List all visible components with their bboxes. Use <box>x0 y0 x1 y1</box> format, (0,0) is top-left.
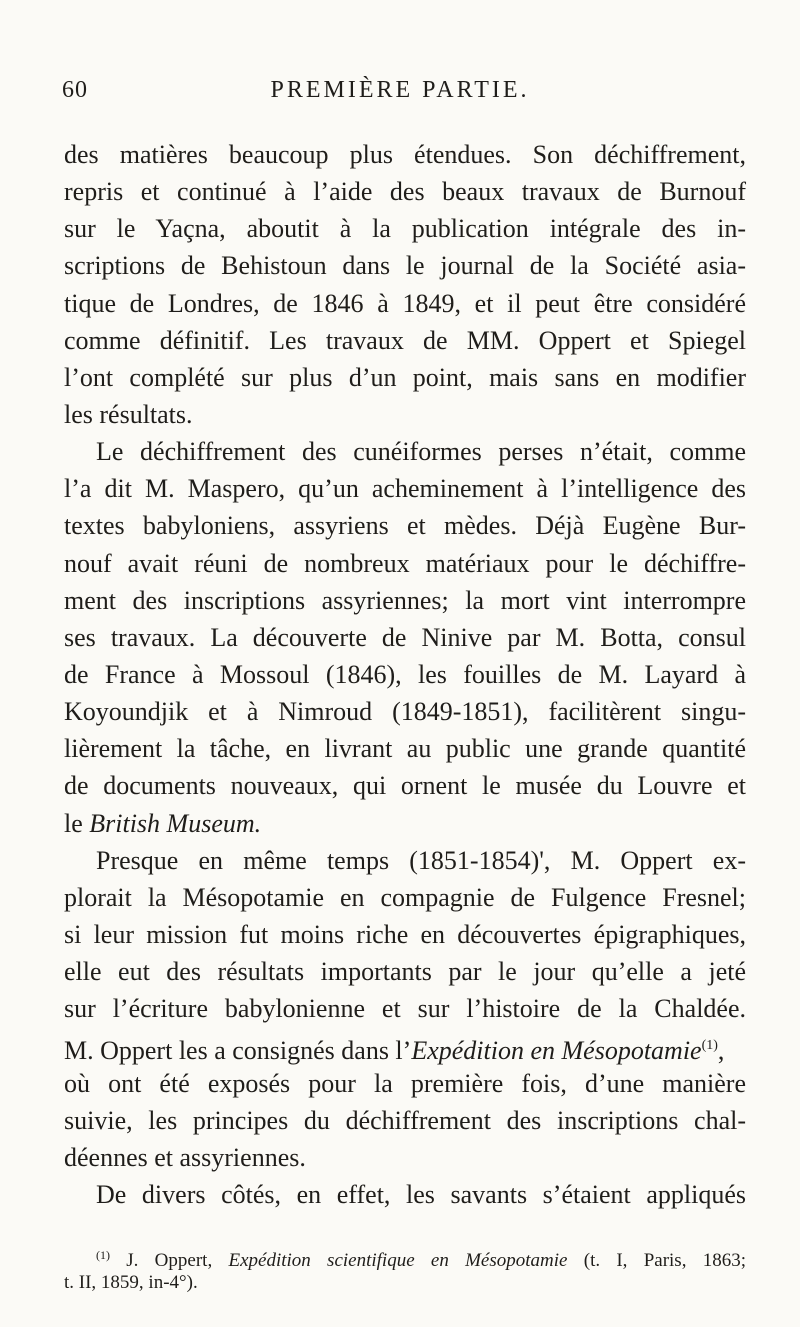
text-line: Presque en même temps (1851-1854)', M. Oppert ex- <box>96 845 746 875</box>
text-line: lièrement la tâche, en livrant au public une grande quantité <box>64 734 746 764</box>
text-run: , <box>717 1036 725 1066</box>
body-text <box>64 136 746 1213</box>
text-run: le <box>64 808 90 838</box>
italic-title: Expédition scientifique en Mésopotamie <box>228 1250 568 1271</box>
text-line: De divers côtés, en effet, les savants s’étaient appliqués <box>96 1179 746 1209</box>
italic-title: Expédition en Mésopotamie <box>411 1036 702 1066</box>
text-line: tique de Londres, de 1846 à 1849, et il peut être considéré <box>64 288 746 318</box>
text-line: l’a dit M. Maspero, qu’un acheminement à l’intelligence des <box>64 474 746 504</box>
text-line: Koyoundjik et à Nimroud (1849-1851), facilitèrent singu- <box>64 697 746 727</box>
footnote-text: (t. I, Paris, 1863; <box>567 1250 746 1271</box>
footnote-reference: (1) <box>701 1038 718 1054</box>
text-line: elle eut des résultats importants par le jour qu’elle a jeté <box>64 957 746 987</box>
text-line: scriptions de Behistoun dans le journal de la Société asia- <box>64 251 746 281</box>
text-line: Le déchiffrement des cunéiformes perses n’était, comme <box>96 437 746 467</box>
text-line: si leur mission fut moins riche en découvertes épigraphiques, <box>64 919 746 949</box>
text-line <box>64 805 746 842</box>
footnote-mark: (1) <box>96 1248 110 1262</box>
text-line: les résultats. <box>64 399 193 429</box>
text-line: repris et continué à l’aide des beaux travaux de Burnouf <box>64 177 746 207</box>
text-line: comme définitif. Les travaux de MM. Oppert et Spiegel <box>64 325 746 355</box>
text-line: où ont été exposés pour la première fois, d’une manière <box>64 1068 746 1098</box>
text-line: de France à Mossoul (1846), les fouilles de M. Layard à <box>64 659 746 689</box>
running-head: PREMIÈRE PARTIE. <box>270 77 530 103</box>
footnote-line <box>64 1241 746 1269</box>
text-line: ses travaux. La découverte de Ninive par M. Botta, consul <box>64 622 746 652</box>
footnote-text: J. Oppert, <box>110 1250 229 1271</box>
page-number: 60 <box>62 77 88 103</box>
text-line: de documents nouveaux, qui ornent le musée du Louvre et <box>64 771 746 801</box>
footnote-line: t. II, 1859, in-4°). <box>64 1272 198 1293</box>
text-line: sur le Yaçna, aboutit à la publication intégrale des in- <box>64 214 746 244</box>
text-line: l’ont complété sur plus d’un point, mais sans en modifier <box>64 362 746 392</box>
text-line: déennes et assyriennes. <box>64 1142 306 1172</box>
italic-title: British Museum. <box>89 808 262 838</box>
page-header <box>0 0 800 110</box>
text-line: sur l’écriture babylonienne et sur l’histoire de la Chaldée. <box>64 994 746 1024</box>
text-line: des matières beaucoup plus étendues. Son déchiffrement, <box>64 140 746 169</box>
footnotes <box>64 1241 746 1297</box>
text-line: nouf avait réuni de nombreux matériaux pour le déchiffre- <box>64 548 746 578</box>
text-line <box>64 1027 746 1064</box>
text-line: suivie, les principes du déchiffrement des inscriptions chal- <box>64 1105 746 1135</box>
text-run: M. Oppert les a consignés dans l’ <box>64 1036 412 1066</box>
text-line: textes babyloniens, assyriens et mèdes. Déjà Eugène Bur- <box>64 511 746 541</box>
text-line: plorait la Mésopotamie en compagnie de Fulgence Fresnel; <box>64 882 746 912</box>
text-line: ment des inscriptions assyriennes; la mort vint interrompre <box>64 585 746 615</box>
